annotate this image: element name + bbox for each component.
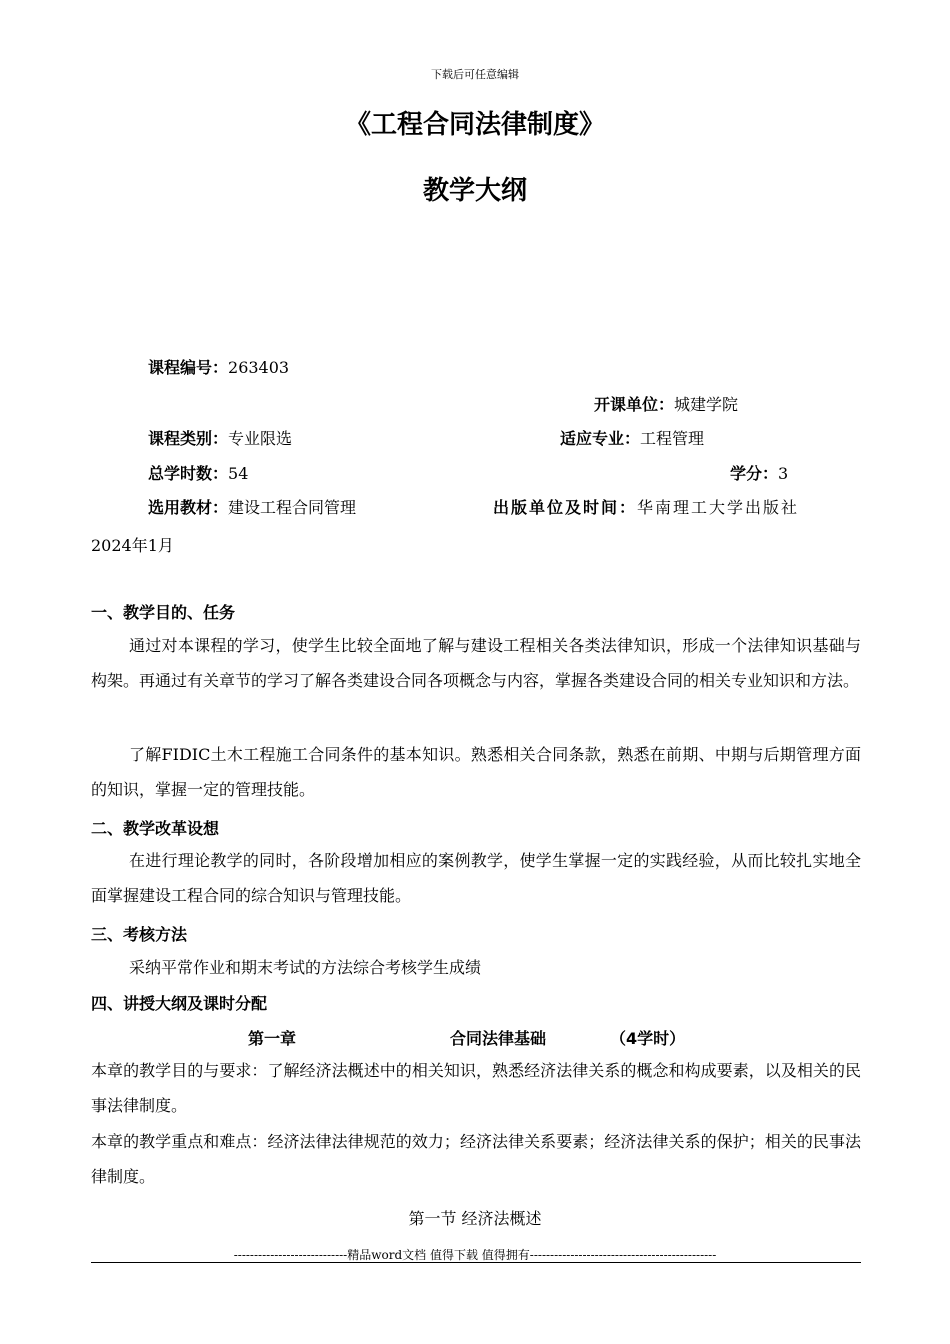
section-1-paragraph-1: 通过对本课程的学习，使学生比较全面地了解与建设工程相关各类法律知识，形成一个法律知识基础与构架。再通过有关章节的学习了解各类建设合同各项概念与内容，掌握各类建设合同的相关专业知识和方法。 [91, 636, 861, 690]
course-publisher-value: 华南理工大学出版社 [637, 498, 800, 517]
chapter-name: 合同法律基础 [450, 1029, 547, 1048]
course-major-label: 适应专业： [560, 429, 641, 448]
course-major-row [560, 426, 704, 449]
chapter-focus: 本章的教学重点和难点：经济法律法律规范的效力；经济法律关系要素；经济法律关系的保护；相关的民事法律制度。 [91, 1132, 861, 1186]
chapter-goal: 本章的教学目的与要求：了解经济法概述中的相关知识，熟悉经济法律关系的概念和构成要素，以及相关的民事法律制度。 [91, 1061, 861, 1115]
course-type-label: 课程类别： [148, 429, 229, 448]
section-heading-4: 四、讲授大纲及课时分配 [91, 994, 268, 1013]
course-textbook-value: 建设工程合同管理 [228, 498, 357, 517]
chapter-section-title: 第一节 经济法概述 [408, 1209, 542, 1228]
course-credit-label: 学分： [730, 464, 779, 483]
document-title: 《工程合同法律制度》 [344, 110, 605, 140]
course-unit-label: 开课单位： [594, 395, 675, 414]
section-heading-2: 二、教学改革设想 [91, 819, 220, 838]
course-hours-label: 总学时数： [148, 464, 229, 483]
course-code-value: 263403 [228, 358, 290, 377]
course-type-value: 专业限选 [228, 429, 293, 448]
section-heading-1: 一、教学目的、任务 [91, 603, 236, 622]
course-credit-value: 3 [778, 464, 789, 483]
chapter-hours: （4学时） [610, 1029, 686, 1048]
course-code-label: 课程编号： [148, 358, 229, 377]
document-subtitle: 教学大纲 [422, 176, 527, 206]
course-major-value: 工程管理 [640, 429, 705, 448]
section-3-paragraph-1: 采纳平常作业和期末考试的方法综合考核学生成绩 [129, 958, 482, 977]
chapter-number: 第一章 [248, 1029, 297, 1048]
course-textbook-row [148, 495, 356, 518]
header-note: 下载后可任意编辑 [431, 68, 519, 81]
course-unit-row [594, 392, 738, 415]
course-publisher-row [493, 495, 799, 518]
section-2-paragraph-1: 在进行理论教学的同时，各阶段增加相应的案例教学，使学生掌握一定的实践经验，从而比较扎实地全面掌握建设工程合同的综合知识与管理技能。 [91, 851, 861, 905]
course-type-row [148, 426, 292, 449]
course-publish-date: 2024年1月 [91, 536, 174, 555]
course-hours-row [148, 461, 248, 484]
course-code-row [148, 355, 289, 378]
section-1-paragraph-2: 了解FIDIC土木工程施工合同条件的基本知识。熟悉相关合同条款，熟悉在前期、中期与后期管理方面的知识，掌握一定的管理技能。 [91, 745, 861, 799]
course-textbook-label: 选用教材： [148, 498, 229, 517]
course-credit-row [730, 461, 788, 484]
course-unit-value: 城建学院 [674, 395, 739, 414]
section-heading-3: 三、考核方法 [91, 925, 188, 944]
course-hours-value: 54 [228, 464, 249, 483]
footer-rule [91, 1262, 861, 1263]
course-publisher-label: 出版单位及时间： [493, 498, 638, 517]
footer-note: ----------------------------精品word文档 值得下载 值得拥有---------------------------------------------- [233, 1248, 717, 1262]
